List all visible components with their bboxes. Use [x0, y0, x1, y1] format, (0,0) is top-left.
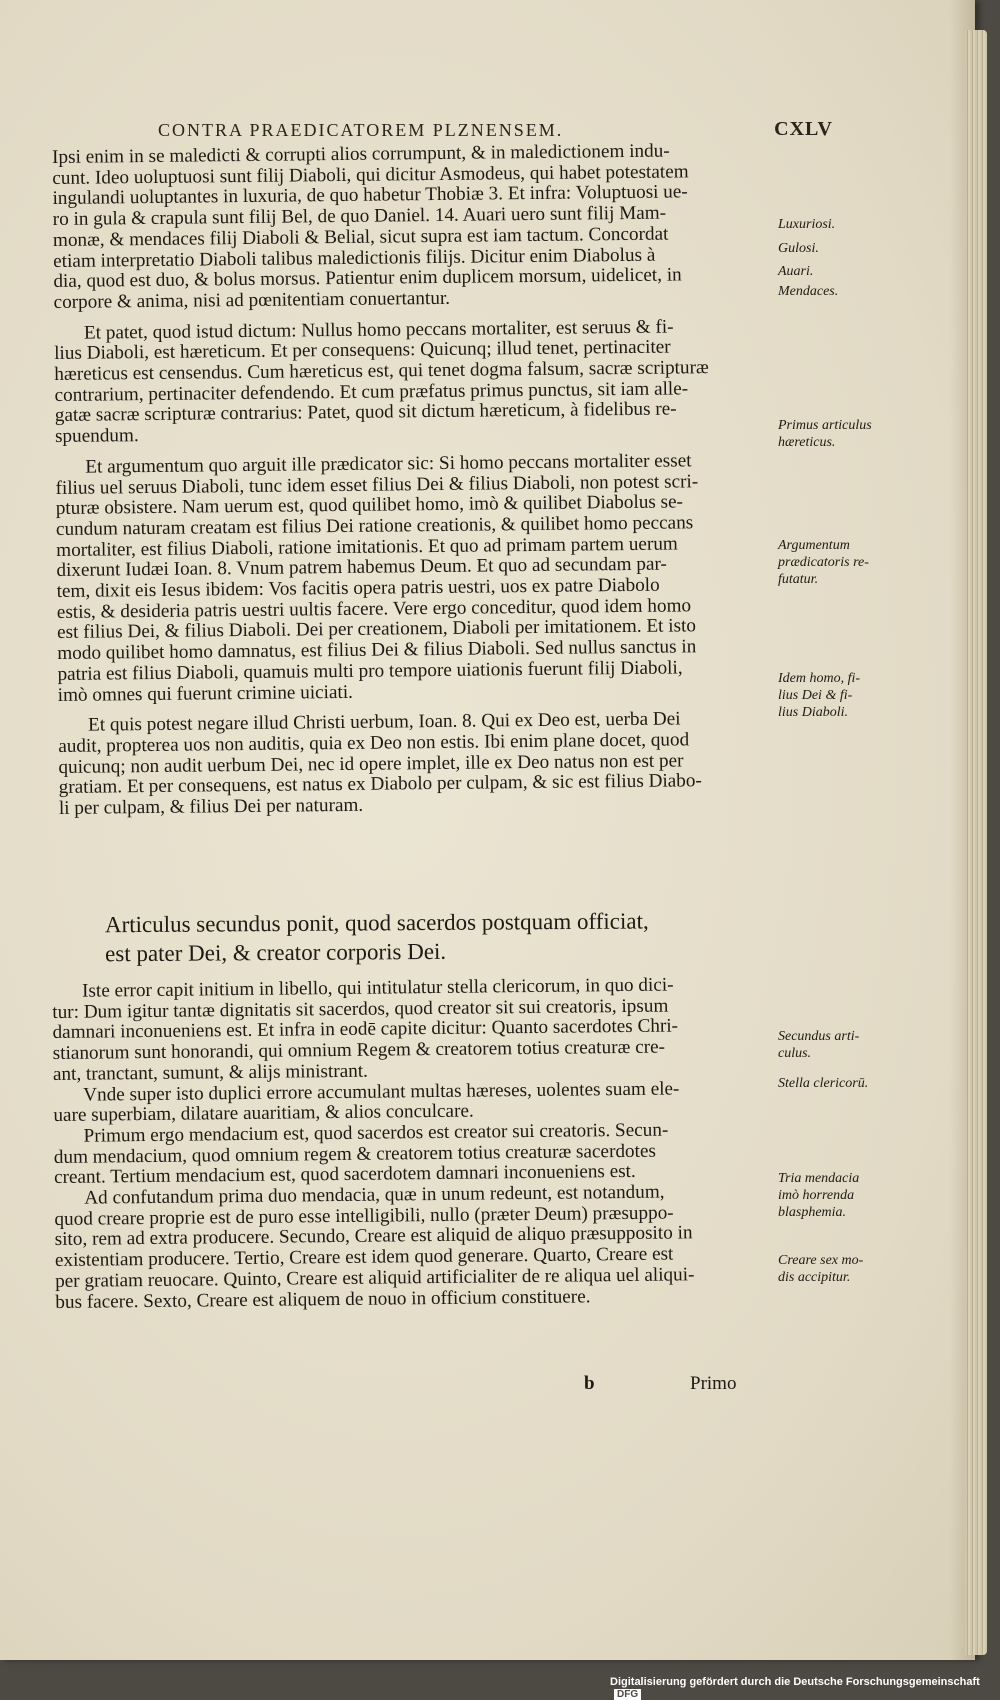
marginal-line: hæreticus. — [778, 435, 836, 450]
marginal-line: Primus articulus — [778, 418, 872, 433]
text-line: spuendum. — [54, 425, 139, 448]
text-line: sito, rem ad extra producere. Secundo, Creare est aliquid de aliquo præsupposito in — [54, 1222, 693, 1251]
text-line: uare superbiam, dilatare auaritiam, & alios conculcare. — [53, 1100, 474, 1127]
text-line: bus facere. Sexto, Creare est aliquem de nouo in officium constituere. — [55, 1285, 591, 1313]
credit-text: Digitalisierung gefördert durch die Deutsche Forschungsgemeinschaft — [610, 1676, 980, 1688]
marginal-note — [778, 1252, 908, 1286]
marginal-note — [778, 1075, 908, 1092]
text-line: Primum ergo mendacium est, quod sacerdos est creator sui creatoris. Secun- — [83, 1119, 669, 1147]
marginal-line: Idem homo, fi- — [778, 671, 861, 686]
marginal-line: Mendaces. — [778, 284, 839, 299]
text-line: ro in gula & crapula sunt filij Bel, de quo Daniel. 14. Auari uero sunt filij Mam- — [52, 202, 667, 231]
text-line: modo quilibet homo damnatus, est filius Dei & filius Diaboli. Sed nullus sanctus in — [57, 636, 697, 665]
text-line: ingulandi uoluptantes in luxuria, de quo habetur Thobiæ 3. Et infra: Voluptuosi ue- — [52, 181, 688, 210]
paragraph — [58, 709, 784, 820]
text-line: etiam interpretatio Diaboli talibus maledictionis filijs. Dicitur enim Diabolus à — [53, 244, 656, 272]
text-line: Vnde super isto duplici errore accumulant multas hæreses, uolentes suam ele- — [83, 1077, 680, 1106]
text-line: ant, tranctant, sumunt, & alijs ministrant. — [52, 1060, 369, 1085]
text-line: imò omnes qui fuerunt crimine uiciati. — [57, 681, 354, 706]
text-line: quicunq; non audit uerbum Dei, nec id opere implet, ille ex Deo natus non est per — [58, 750, 684, 778]
running-title: CONTRA PRAEDICATOREM PLZNENSEM. — [158, 120, 564, 140]
paragraph — [54, 1181, 780, 1313]
marginal-line: futatur. — [778, 572, 819, 587]
marginal-line: Creare sex mo- — [778, 1253, 864, 1268]
article-heading — [105, 906, 745, 968]
heading-line: Articulus secundus ponit, quod sacerdos postquam officiat, — [104, 908, 649, 938]
marginal-line: culus. — [778, 1046, 812, 1061]
text-line: gatæ sacræ scripturæ contrarius: Patet, quod sit dictum hæreticum, à fidelibus re- — [54, 398, 677, 427]
book-fore-edge — [965, 30, 987, 1655]
text-line: per gratiam reuocare. Quinto, Creare est aliquid artificialiter de re aliqua uel aliqui- — [55, 1264, 695, 1292]
marginal-line: Stella clericorū. — [778, 1076, 869, 1091]
marginal-line: dis accipitur. — [778, 1270, 851, 1285]
text-line: existentiam producere. Tertio, Creare est idem quod generare. Quarto, Creare est — [54, 1243, 674, 1272]
marginal-line: Tria mendacia — [778, 1171, 860, 1186]
text-line: damnari inconueniens est. Et infra in eodē capite dicitur: Quanto sacerdotes Chri- — [52, 1015, 679, 1044]
catchword: Primo — [690, 1373, 737, 1394]
marginal-line: Auari. — [778, 264, 814, 279]
text-line: quod creare proprie est de puro esse intelligibili, nullo (præter Deum) præsuppo- — [54, 1202, 674, 1230]
marginal-note — [778, 283, 908, 300]
marginal-line: Secundus arti- — [778, 1029, 860, 1044]
dfg-logo: DFG — [614, 1689, 641, 1700]
heading-line: est pater Dei, & creator corporis Dei. — [105, 938, 447, 967]
text-line: audit, propterea uos non auditis, quia ex Deo non estis. Ibi enim plane docet, quod — [58, 729, 690, 757]
text-line: Et quis potest negare illud Christi uerbum, Ioan. 8. Qui ex Deo est, uerba Dei — [87, 708, 681, 736]
marginal-note — [778, 216, 908, 233]
text-line: corpore & anima, nisi ad pœnitentiam conuertantur. — [53, 287, 451, 313]
text-line: Et patet, quod istud dictum: Nullus homo peccans mortaliter, est seruus & fi- — [83, 316, 674, 344]
text-line: contrarium, pertinaciter defendendo. Et cum præfatus primus punctus, sit iam alle- — [54, 378, 689, 406]
marginal-note — [778, 417, 908, 451]
paragraph — [54, 316, 780, 448]
running-header — [158, 118, 833, 141]
paragraph — [52, 140, 779, 313]
text-line: li per culpam, & filius Dei per naturam. — [58, 794, 364, 820]
text-line: lius Diaboli, est hæreticum. Et per consequens: Quicunq; illud tenet, pertinaciter — [54, 336, 671, 365]
marginal-line: lius Dei & fi- — [778, 688, 853, 703]
marginal-note — [778, 670, 908, 721]
text-line: monæ, & mendaces filij Diaboli & Belial, sicut supra est iam tactum. Concordat — [52, 223, 669, 251]
text-line: tem, dixit eis Iesus ibidem: Vos facitis opera patris uestri, uos ex patre Diabolo — [56, 574, 660, 603]
marginal-note — [778, 263, 908, 280]
text-line: cunt. Ideo uoluptuosi sunt filij Diaboli, qui dicitur Asmodeus, qui habet potestatem — [52, 161, 689, 189]
text-line: estis, & desideria patris uestri uultis facere. Vere ergo conceditur, quod idem homo — [56, 595, 692, 623]
text-line: Iste error capit initium in libello, qui intitulatur stella clericorum, in quo dici- — [81, 974, 674, 1002]
marginal-note — [778, 240, 908, 257]
marginal-line: Argumentum — [778, 538, 850, 553]
marginal-note — [778, 1170, 908, 1221]
text-line: est filius Dei, & filius Diaboli. Dei per creationem, Diaboli per imitationem. Et isto — [56, 615, 697, 644]
text-line: dum mendacium, quod omnium regem & creatorem totius creaturæ sacerdotes — [53, 1140, 657, 1168]
text-line: tur: Dum igitur tantæ dignitatis sit sacerdos, quod creator sit sui creatoris, ipsum — [52, 995, 669, 1023]
text-block-1 — [52, 140, 784, 819]
text-line: Et argumentum quo arguit ille prædicator sic: Si homo peccans mortaliter esset — [85, 450, 692, 478]
folio-number: CXLV — [774, 118, 833, 140]
text-line: Ipsi enim in se maledicti & corrupti alios corrumpunt, & in maledictionem indu- — [52, 140, 670, 168]
marginal-line: Luxuriosi. — [778, 217, 836, 232]
marginal-note — [778, 537, 908, 588]
marginal-line: lius Diaboli. — [778, 705, 849, 720]
marginal-line: Gulosi. — [778, 241, 819, 256]
text-block-2 — [52, 974, 780, 1313]
paragraph — [55, 450, 783, 706]
paragraph — [54, 1119, 780, 1189]
text-line: dixerunt Iudæi Ioan. 8. Vnum patrem habemus Deum. Et quo ad secundam par- — [56, 553, 667, 582]
paragraph — [52, 974, 778, 1085]
text-line: gratiam. Et per consequens, est natus ex Diabolo per culpam, & sic est filius Diabo- — [58, 770, 702, 799]
signature-mark: b — [584, 1373, 595, 1394]
digitization-credit — [610, 1676, 1000, 1700]
text-line: hæreticus est censendus. Cum hæreticus est, qui tenet dogma falsum, sacræ scripturæ — [54, 357, 709, 386]
text-line: creant. Tertium mendacium est, quod sacerdotem damnari inconueniens est. — [53, 1161, 636, 1189]
text-line: pturæ obsistere. Nam uerum est, quod quilibet homo, imò & quilibet Diabolus se- — [55, 491, 684, 520]
marginal-line: prædicatoris re- — [778, 555, 869, 570]
text-line: Ad confutandum prima duo mendacia, quæ in unum redeunt, est notandum, — [84, 1181, 665, 1209]
marginal-note — [778, 1028, 908, 1062]
text-line: cundum naturam creatam est filius Dei ratione creationis, & quilibet homo peccans — [55, 512, 694, 540]
marginal-line: blasphemia. — [778, 1205, 847, 1220]
marginal-line: imò horrenda — [778, 1188, 855, 1203]
text-line: filius uel seruus Diaboli, tunc idem esset filius Dei & filius Diaboli, non potest scri- — [55, 470, 699, 499]
text-line: stianorum sunt honorandi, qui omnium Regem & creatorem totius creaturæ cre- — [52, 1036, 666, 1065]
text-line: mortaliter, est filius Diaboli, ratione imitationis. Et quo ad primam partem uerum — [56, 533, 678, 561]
text-line: patria est filius Diaboli, quamuis multi pro tempore uiationis fuerunt filij Diaboli, — [57, 657, 683, 685]
text-line: dia, quod est duo, & bolus morsus. Patientur enim duplicem morsum, uidelicet, in — [53, 264, 682, 293]
